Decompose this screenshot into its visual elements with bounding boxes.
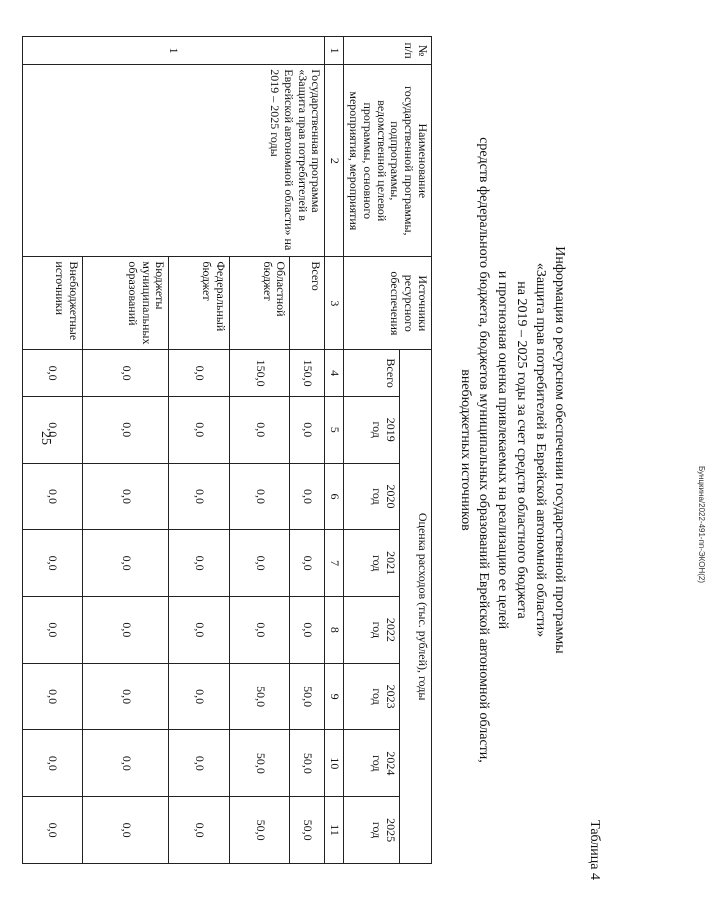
source-cell: Внебюджетные источники — [22, 257, 83, 350]
rotated-content — [42, 20, 602, 880]
header-no: № п/п — [344, 37, 432, 65]
value-2022: 0,0 — [169, 597, 230, 664]
header-year-2025: 2025 год — [344, 797, 400, 864]
value-2021: 0,0 — [169, 530, 230, 597]
numbering-cell: 6 — [325, 463, 344, 530]
header-total: Всего — [344, 350, 400, 397]
document-code: Бунцкина/2022-491-пп-ЭКОН(2) — [696, 465, 706, 584]
header-estimate-group: Оценка расходов (тыс. рублей), годы — [399, 350, 431, 864]
value-2021: 0,0 — [22, 530, 83, 597]
value-2023: 0,0 — [22, 663, 83, 730]
value-2025: 0,0 — [22, 797, 83, 864]
header-year-2021: 2021 год — [344, 530, 400, 597]
numbering-cell: 7 — [325, 530, 344, 597]
value-2021: 0,0 — [229, 530, 290, 597]
header-year-2024: 2024 год — [344, 730, 400, 797]
header-year-2022: 2022 год — [344, 597, 400, 664]
value-2025: 0,0 — [83, 797, 169, 864]
header-year-2020: 2020 год — [344, 463, 400, 530]
source-cell: Бюджеты муниципальных образований — [83, 257, 169, 350]
value-total: 150,0 — [290, 350, 325, 397]
value-2022: 0,0 — [22, 597, 83, 664]
value-total: 150,0 — [229, 350, 290, 397]
value-2024: 50,0 — [229, 730, 290, 797]
value-2022: 0,0 — [290, 597, 325, 664]
value-2019: 0,0 — [290, 396, 325, 463]
numbering-cell: 10 — [325, 730, 344, 797]
value-2020: 0,0 — [169, 463, 230, 530]
document-title: Информация о ресурсном обеспечении государственной программы «Защита прав потребителей в Еврейской автономной области» на 2019 – 2025 годы за счет средств областного бюджета и прогнозная оценка привлекаемых на реализацию ее целей средств федерального бюджета, бюджетов муниципальных образований Еврейской автономной области, внебюджетных источников — [457, 137, 567, 763]
value-2024: 0,0 — [22, 730, 83, 797]
resource-table-wrapper — [46, 36, 432, 864]
header-year-2019: 2019 год — [344, 396, 400, 463]
value-2020: 0,0 — [22, 463, 83, 530]
source-cell: Областной бюджет — [229, 257, 290, 350]
source-cell: Всего — [290, 257, 325, 350]
numbering-cell: 4 — [325, 350, 344, 397]
value-2021: 0,0 — [83, 530, 169, 597]
value-2019: 0,0 — [169, 396, 230, 463]
value-2023: 50,0 — [290, 663, 325, 730]
value-2024: 50,0 — [290, 730, 325, 797]
value-2019: 0,0 — [229, 396, 290, 463]
page-number: 25 — [38, 431, 53, 445]
numbering-row — [325, 37, 344, 864]
program-name-cell: Государственная программа «Защита прав потребителей в Еврейской автономной области» на 2019 – 2025 годы — [22, 65, 325, 257]
numbering-cell: 5 — [325, 396, 344, 463]
numbering-cell: 11 — [325, 797, 344, 864]
value-2025: 50,0 — [290, 797, 325, 864]
table-label: Таблица 4 — [587, 820, 602, 880]
value-2023: 50,0 — [229, 663, 290, 730]
value-2020: 0,0 — [83, 463, 169, 530]
value-2019: 0,0 — [22, 396, 83, 463]
value-2023: 0,0 — [169, 663, 230, 730]
resource-table — [22, 36, 432, 864]
value-2025: 0,0 — [169, 797, 230, 864]
numbering-cell: 2 — [325, 65, 344, 257]
source-cell: Федеральный бюджет — [169, 257, 230, 350]
value-2022: 0,0 — [229, 597, 290, 664]
value-2019: 0,0 — [83, 396, 169, 463]
value-total: 0,0 — [169, 350, 230, 397]
numbering-cell: 9 — [325, 663, 344, 730]
numbering-cell: 8 — [325, 597, 344, 664]
value-2025: 50,0 — [229, 797, 290, 864]
value-2022: 0,0 — [83, 597, 169, 664]
value-2024: 0,0 — [169, 730, 230, 797]
numbering-cell: 3 — [325, 257, 344, 350]
value-total: 0,0 — [22, 350, 83, 397]
value-total: 0,0 — [83, 350, 169, 397]
value-2020: 0,0 — [290, 463, 325, 530]
value-2023: 0,0 — [83, 663, 169, 730]
value-2021: 0,0 — [290, 530, 325, 597]
header-year-2023: 2023 год — [344, 663, 400, 730]
header-name: Наименование государственной программы, подпрограммы, ведомственной целевой программы, основного мероприятия, мероприятия — [344, 65, 432, 257]
table-row-total — [290, 37, 325, 864]
header-source: Источники ресурсного обеспечения — [344, 257, 432, 350]
numbering-cell: 1 — [325, 37, 344, 65]
value-2024: 0,0 — [83, 730, 169, 797]
program-no-cell: 1 — [22, 37, 325, 65]
value-2020: 0,0 — [229, 463, 290, 530]
